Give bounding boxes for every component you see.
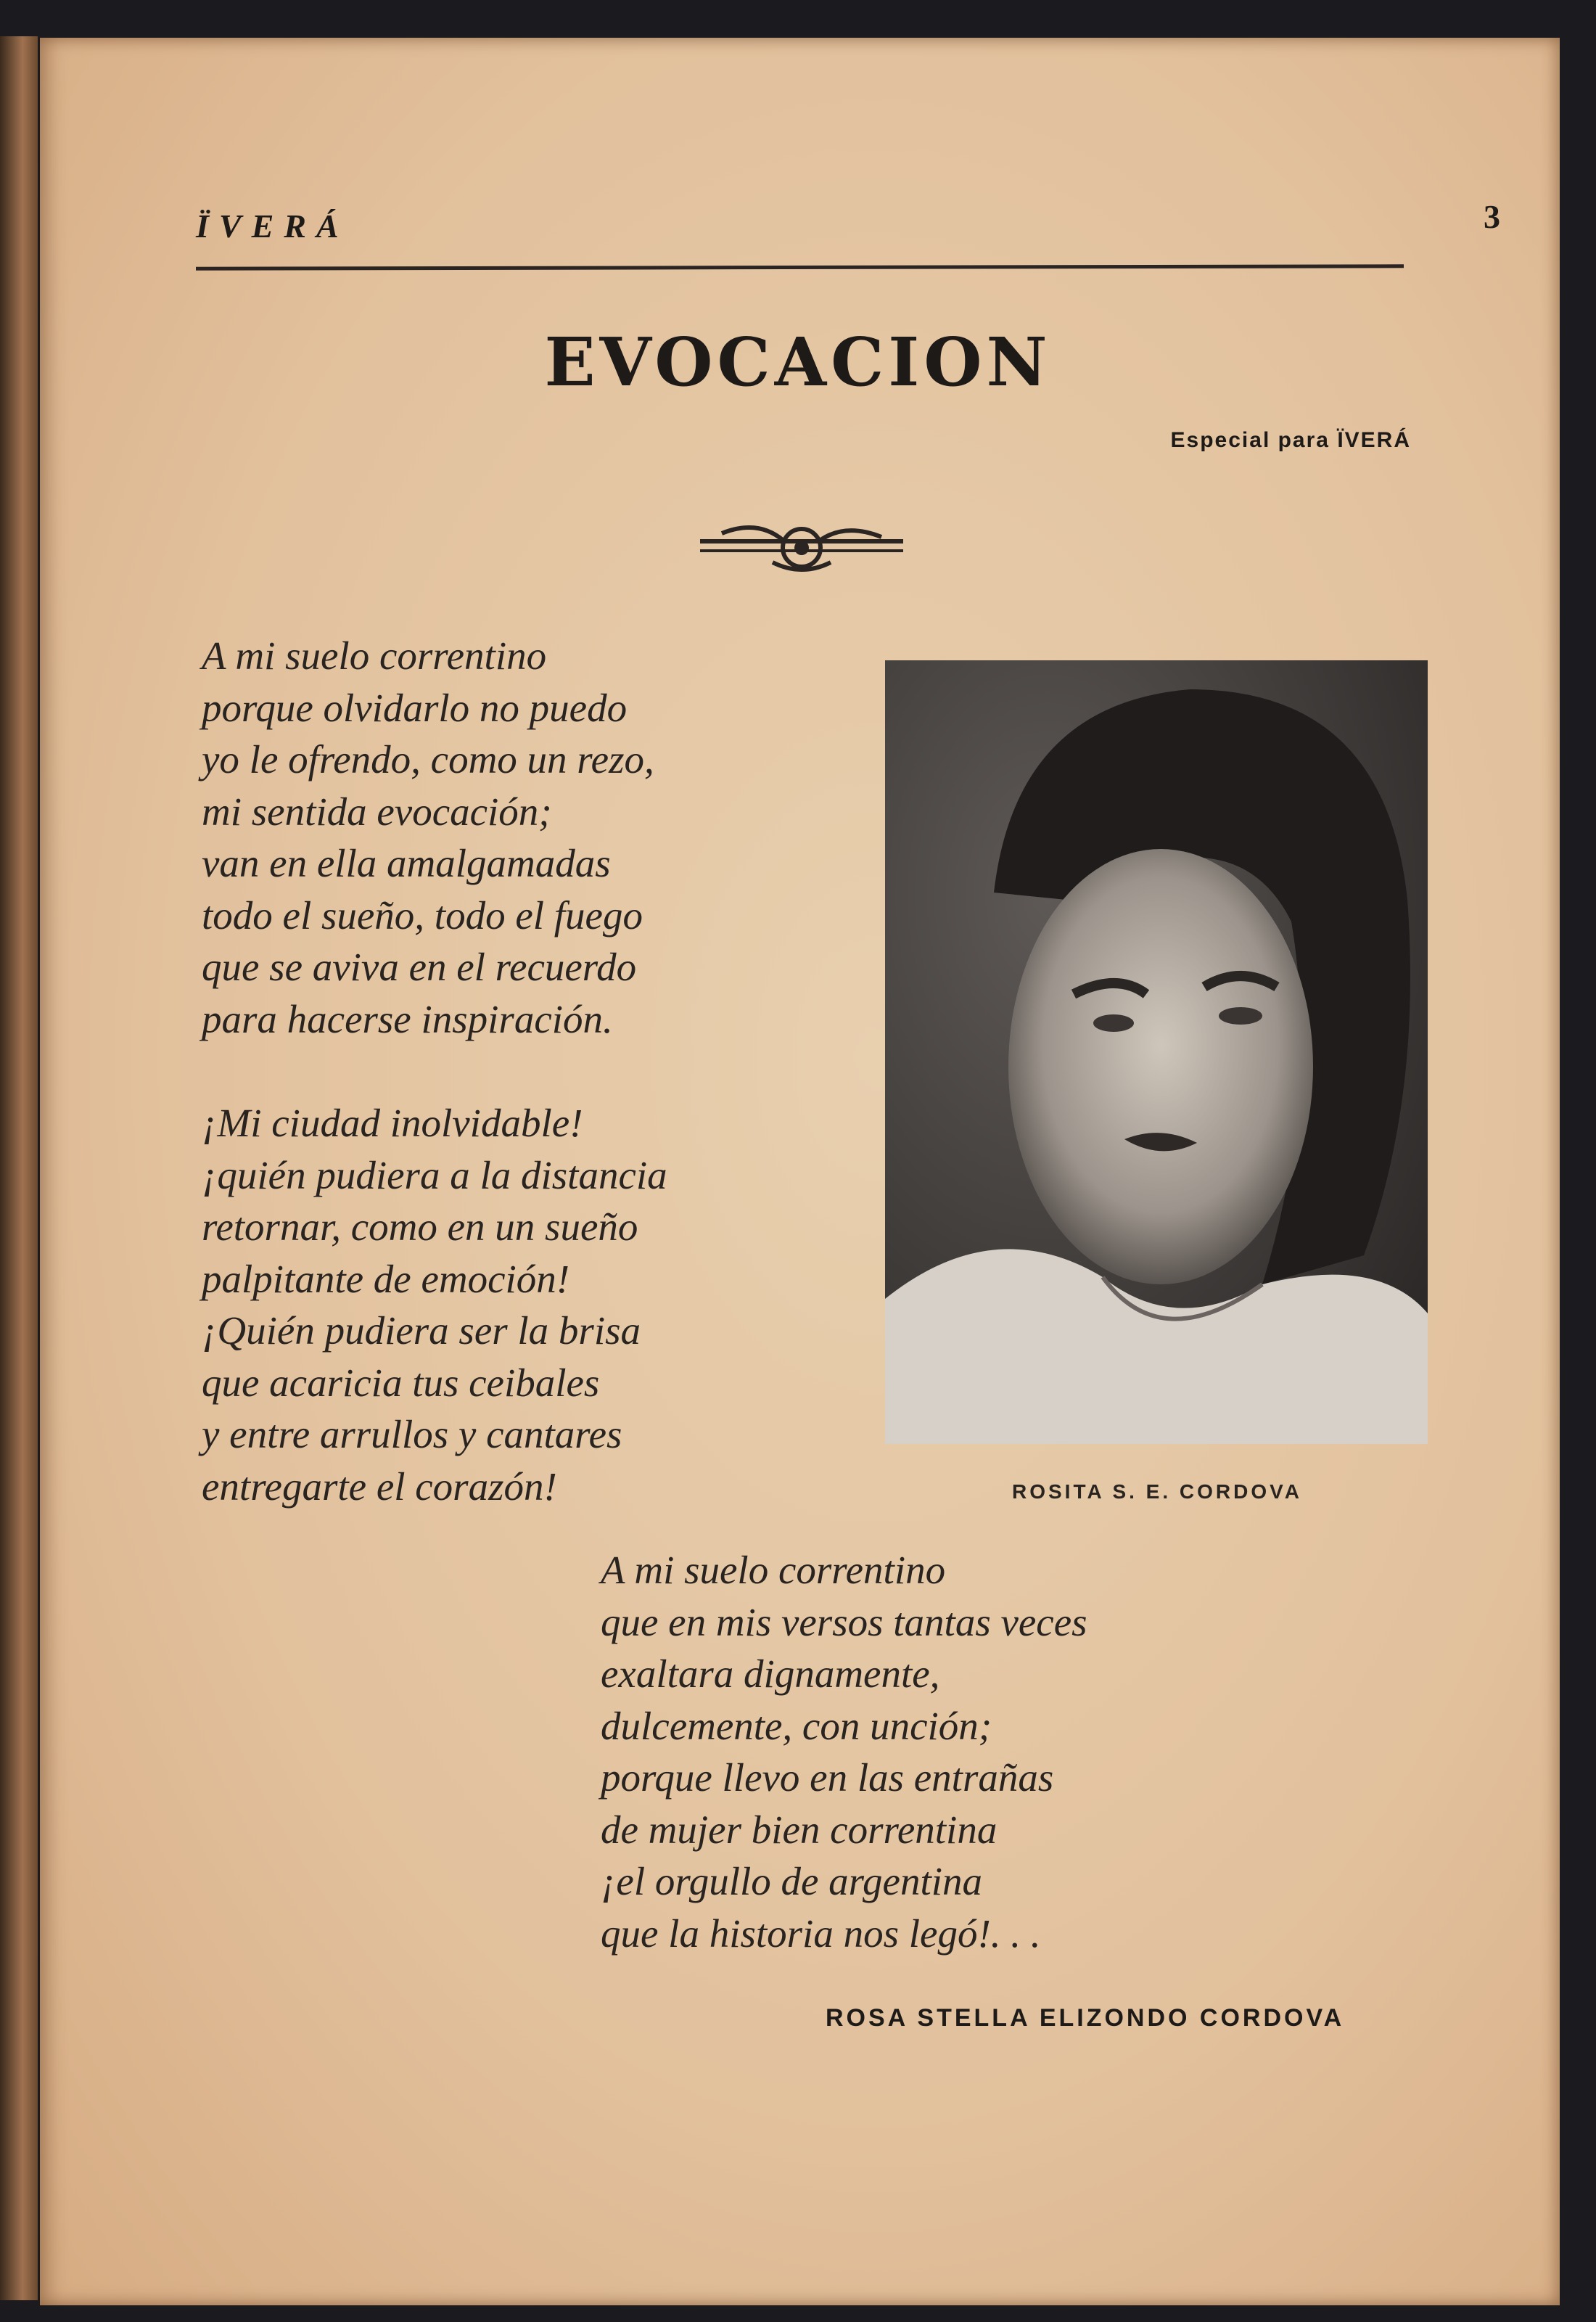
verse-line: A mi suelo correntino — [601, 1548, 946, 1592]
verse-line: van en ella amalgamadas — [202, 841, 611, 885]
verse-line: para hacerse inspiración. — [202, 996, 613, 1041]
poem-title: EVOCACION — [544, 323, 1052, 401]
verse-line: que se aviva en el recuerdo — [202, 945, 637, 989]
verse-line: de mujer bien correntina — [601, 1807, 998, 1852]
stanza-1 — [202, 630, 654, 1045]
verse-line: que en mis versos tantas veces — [601, 1599, 1087, 1644]
verse-line: porque llevo en las entrañas — [601, 1755, 1054, 1800]
verse-line: retornar, como en un sueño — [202, 1205, 638, 1249]
verse-line: ¡Mi ciudad inolvidable! — [202, 1101, 583, 1145]
verse-line: A mi suelo correntino — [202, 633, 547, 678]
author-portrait-photo — [885, 660, 1428, 1444]
dedication: Especial para ÏVERÁ — [1170, 428, 1411, 452]
magazine-header: ÏVERÁ — [196, 208, 349, 245]
verse-line: entregarte el corazón! — [202, 1464, 557, 1509]
verse-line: ¡quién pudiera a la distancia — [202, 1152, 667, 1197]
verse-line: porque olvidarlo no puedo — [202, 685, 628, 730]
verse-line: y entre arrullos y cantares — [202, 1412, 622, 1456]
verse-line: ¡el orgullo de argentina — [601, 1859, 983, 1903]
verse-line: ¡Quién pudiera ser la brisa — [202, 1308, 641, 1353]
verse-line: mi sentida evocación; — [202, 789, 552, 834]
photo-caption: ROSITA S. E. CORDOVA — [1012, 1480, 1302, 1503]
verse-line: que la historia nos legó!. . . — [601, 1911, 1041, 1956]
floral-ornament-icon — [693, 519, 910, 577]
verse-line: palpitante de emoción! — [202, 1256, 570, 1301]
verse-line: exaltara dignamente, — [601, 1652, 940, 1696]
stanza-3 — [601, 1544, 1087, 1959]
stanza-2 — [202, 1097, 667, 1512]
verse-line: yo le ofrendo, como un rezo, — [202, 737, 654, 781]
page-number: 3 — [1484, 198, 1500, 235]
previous-page-edge — [0, 36, 38, 2300]
verse-line: que acaricia tus ceibales — [202, 1360, 600, 1405]
author-signature: ROSA STELLA ELIZONDO CORDOVA — [826, 2004, 1345, 2032]
verse-line: dulcemente, con unción; — [601, 1703, 992, 1748]
verse-line: todo el sueño, todo el fuego — [202, 893, 643, 938]
